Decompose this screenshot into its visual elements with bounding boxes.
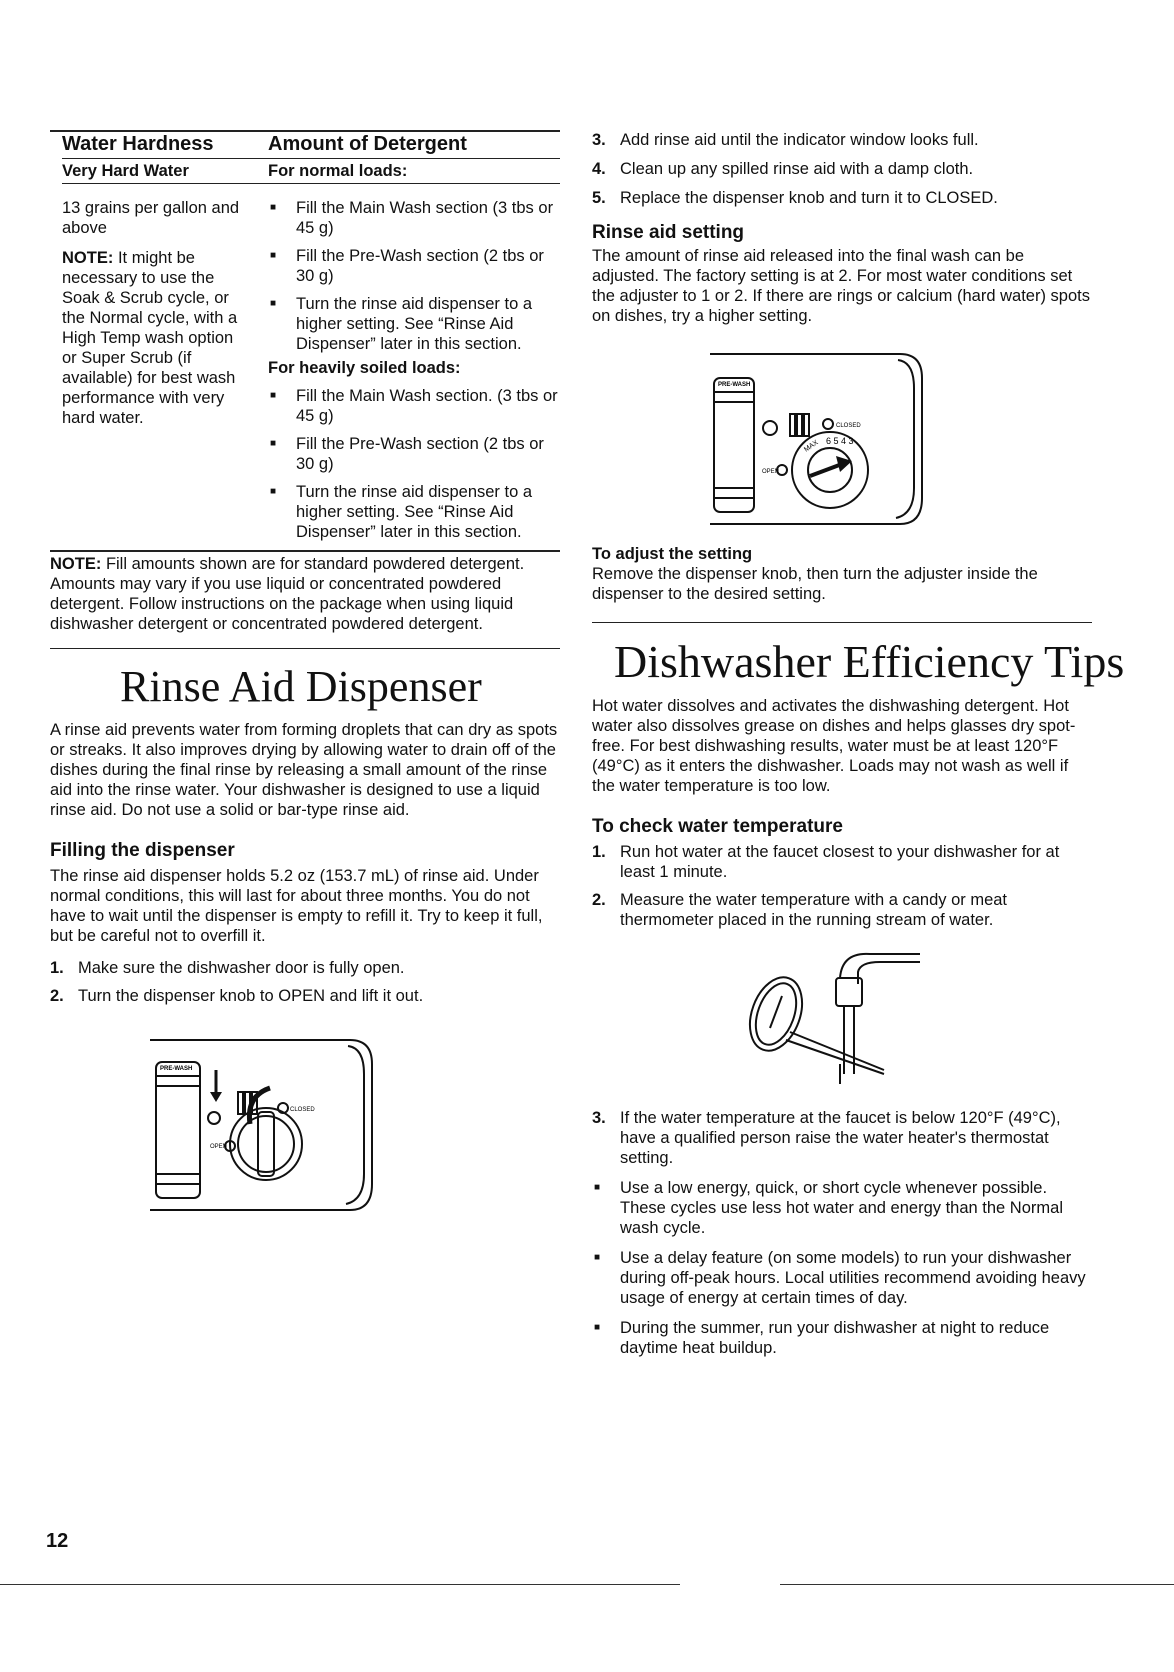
dispenser-knob-figure <box>150 1034 400 1224</box>
filling-heading: Filling the dispenser <box>50 840 235 861</box>
rinse-aid-setting-text: The amount of rinse aid released into the final wash can be adjusted. The factory setting is at 2. For most water conditions set the adjuster to 1 or 2. If there are rings or calcium (hard water) spots on dishes, try a higher setting. <box>592 247 1090 325</box>
filling-steps-continued <box>592 130 1092 208</box>
fill-amount-note: NOTE: Fill amounts shown are for standard powdered detergent. Amounts may vary if you use liquid or concentrated powdered detergent. Follow instructions on the package when using liquid dishwasher detergent or concentrated powdered detergent. <box>50 555 525 633</box>
check-temperature-steps <box>592 842 1092 930</box>
rinse-aid-title: Rinse Aid Dispenser <box>120 662 482 711</box>
right-column <box>592 130 1125 1358</box>
table-header-amount-of-detergent: Amount of Detergent <box>268 133 467 155</box>
adjust-setting-text: Remove the dispenser knob, then turn the adjuster inside the dispenser to the desired setting. <box>592 565 1038 603</box>
list-item: ■ Use a delay feature (on some models) to run your dishwasher during off-peak hours. Local utilities recommend avoiding heavy usage of energy at certain times of day. <box>594 1249 1086 1307</box>
page-number: 12 <box>46 1530 69 1552</box>
prewash-label: PRE-WASH <box>160 1066 193 1072</box>
filling-text: The rinse aid dispenser holds 5.2 oz (153.7 mL) of rinse aid. Under normal conditions, this will last for about three months. You do not have to wait until the dispenser is empty to refill it. Try to keep it full, but be careful not to overfill it. <box>50 867 543 945</box>
table-bottom-rule <box>50 550 560 552</box>
left-column <box>50 130 560 1224</box>
heavy-loads-list <box>268 386 560 542</box>
max-label: MAX <box>803 439 820 454</box>
closed-label: CLOSED <box>290 1107 315 1113</box>
efficiency-intro: Hot water dissolves and activates the dishwashing detergent. Hot water also dissolves grease on dishes and helps glasses dry spot-free. For best dishwashing results, water must be at least 120°F (49°C) as it enters the dishwasher. Loads may not wash as well if the water temperature is too low. <box>592 697 1076 795</box>
list-item: 3. If the water temperature at the faucet is below 120°F (49°C), have a qualified person raise the water heater's thermostat setting. <box>592 1109 1061 1167</box>
normal-loads-list <box>268 198 560 354</box>
grains-text: 13 grains per gallon and above <box>62 199 240 237</box>
list-item: 5. Replace the dispenser knob and turn it to CLOSED. <box>592 189 998 207</box>
check-temperature-heading: To check water temperature <box>592 816 843 837</box>
list-item: 2. Measure the water temperature with a candy or meat thermometer placed in the running stream of water. <box>592 891 1008 929</box>
section-divider <box>50 648 560 649</box>
open-label: OPEN <box>210 1144 228 1150</box>
rinse-aid-intro: A rinse aid prevents water from forming droplets that can dry as spots or streaks. It also improves drying by allowing water to drain off of the dishes during the final rinse by releasing a small amount of the rinse aid into the rinse water. Your dishwasher is designed to use a liquid rinse aid. Do not use a solid or bar-type rinse aid. <box>50 721 558 819</box>
list-item: ■ Turn the rinse aid dispenser to a higher setting. See “Rinse Aid Dispenser” later in this section. <box>270 483 533 541</box>
footer-rule-left <box>0 1584 680 1585</box>
hardness-note: NOTE: It might be necessary to use the Soak & Scrub cycle, or the Normal cycle, with a High Temp wash option or Super Scrub (if available) for best wash performance with very hard water. <box>62 249 238 427</box>
normal-loads-heading: For normal loads: <box>268 162 408 180</box>
very-hard-water-label: Very Hard Water <box>62 162 189 180</box>
list-item: ■ Fill the Main Wash section (3 tbs or 45 g) <box>270 199 554 237</box>
open-label: OPEN <box>762 469 780 475</box>
efficiency-title: Dishwasher Efficiency Tips <box>614 636 1125 687</box>
heavy-loads-heading: For heavily soiled loads: <box>268 359 461 377</box>
closed-label: CLOSED <box>836 423 861 429</box>
list-item: 4. Clean up any spilled rinse aid with a damp cloth. <box>592 160 974 178</box>
rinse-aid-setting-heading: Rinse aid setting <box>592 222 745 243</box>
list-item: ■ Fill the Pre-Wash section (2 tbs or 30 g) <box>270 247 544 285</box>
efficiency-tips <box>592 1108 1092 1358</box>
list-item: 2. Turn the dispenser knob to OPEN and lift it out. <box>50 987 424 1005</box>
filling-steps <box>50 958 560 1006</box>
list-item: ■ During the summer, run your dishwasher at night to reduce daytime heat buildup. <box>594 1319 1050 1357</box>
adjuster-figure <box>710 348 950 538</box>
list-item: ■ Use a low energy, quick, or short cycle whenever possible. These cycles use less hot water and energy than the Normal wash cycle. <box>594 1179 1063 1237</box>
adjust-setting-heading: To adjust the setting <box>592 545 753 563</box>
list-item: ■ Fill the Main Wash section. (3 tbs or 45 g) <box>270 387 558 425</box>
section-divider <box>592 622 1092 623</box>
list-item: 1. Make sure the dishwasher door is fully open. <box>50 959 405 977</box>
list-item: ■ Fill the Pre-Wash section (2 tbs or 30 g) <box>270 435 544 473</box>
thermometer-faucet-figure <box>740 944 930 1094</box>
footer-rule-right <box>780 1584 1174 1585</box>
list-item: 3. Add rinse aid until the indicator window looks full. <box>592 131 979 149</box>
dial-numbers: 6 5 4 3 <box>826 436 854 446</box>
list-item: ■ Turn the rinse aid dispenser to a higher setting. See “Rinse Aid Dispenser” later in this section. <box>270 295 533 353</box>
table-header-water-hardness: Water Hardness <box>62 133 214 155</box>
list-item: 1. Run hot water at the faucet closest to your dishwasher for at least 1 minute. <box>592 843 1060 881</box>
water-hardness-table <box>50 132 560 542</box>
prewash-label: PRE-WASH <box>718 382 751 388</box>
